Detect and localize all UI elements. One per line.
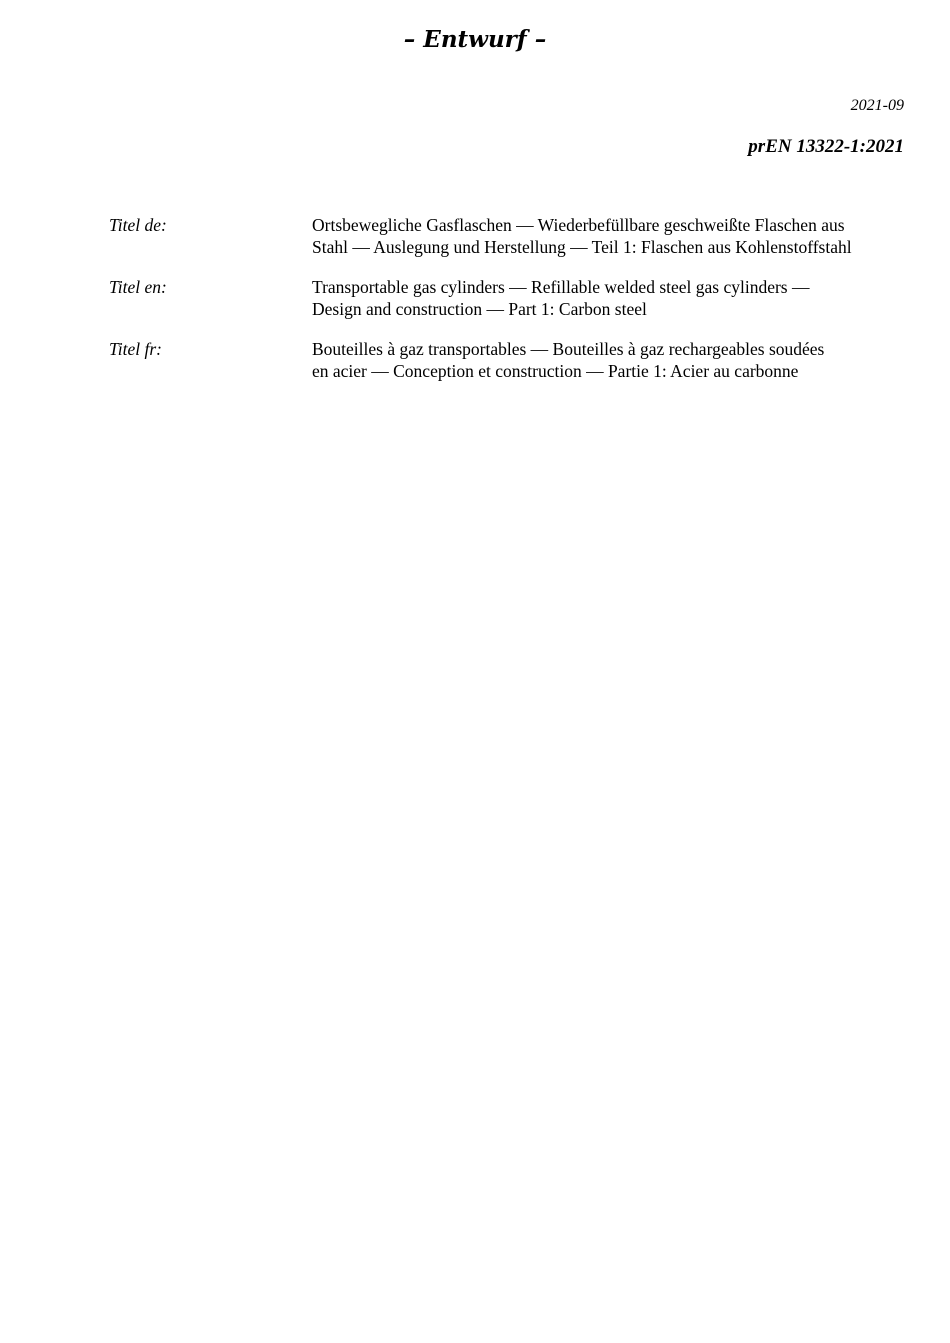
title-value-de-line-1: Ortsbewegliche Gasflaschen — Wiederbefüllbare geschweißte Flaschen aus — [312, 215, 845, 235]
title-value-fr — [312, 338, 909, 382]
title-row-en — [109, 276, 909, 320]
title-value-fr-line-2: en acier — Conception et construction — Partie 1: Acier au carbonne — [312, 361, 799, 381]
document-number: prEN 13322-1:2021 — [748, 136, 904, 157]
titles-table — [109, 214, 909, 400]
title-value-en-line-2: Design and construction — Part 1: Carbon steel — [312, 299, 647, 319]
title-label-fr: Titel fr: — [109, 339, 162, 359]
title-value-en-line-1: Transportable gas cylinders — Refillable welded steel gas cylinders — — [312, 277, 810, 297]
title-value-fr-line-1: Bouteilles à gaz transportables — Bouteilles à gaz rechargeables soudées — [312, 339, 825, 359]
draft-heading: – Entwurf – — [403, 26, 547, 53]
document-date: 2021-09 — [850, 97, 904, 114]
title-row-de — [109, 214, 909, 258]
title-value-en — [312, 276, 909, 320]
title-label-en: Titel en: — [109, 277, 167, 297]
title-value-de — [312, 214, 909, 258]
title-value-de-line-2: Stahl — Auslegung und Herstellung — Teil 1: Flaschen aus Kohlenstoffstahl — [312, 237, 852, 257]
title-label-de: Titel de: — [109, 215, 167, 235]
title-row-fr — [109, 338, 909, 382]
